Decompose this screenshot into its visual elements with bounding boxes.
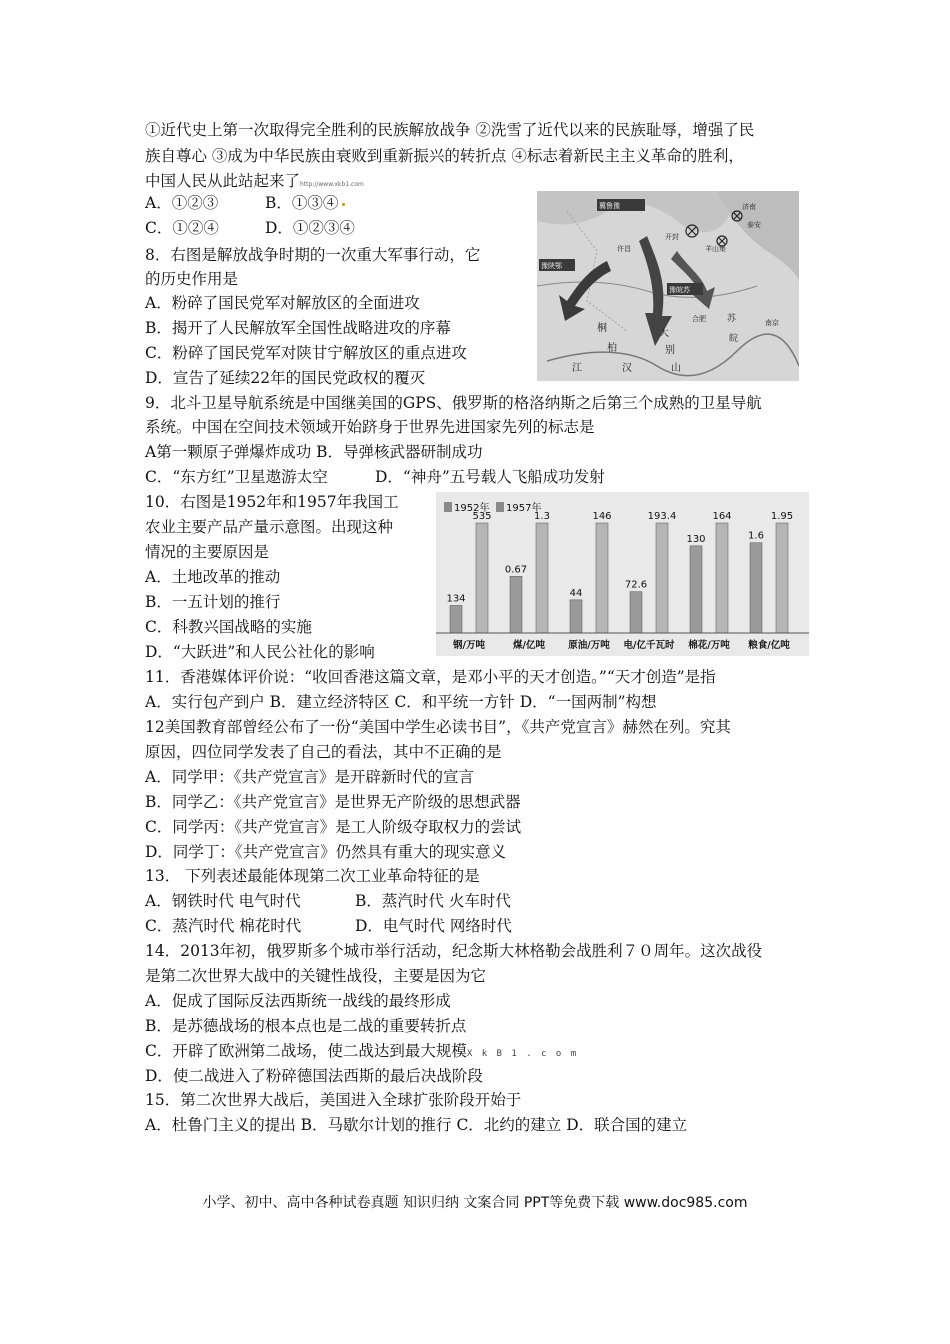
production-bar-chart xyxy=(436,492,809,656)
q9-option-d: D．“神舟”五号载人飞船成功发射 xyxy=(375,468,605,486)
q12-option-a: A．同学甲：《共产党宣言》是开辟新时代的宣言 xyxy=(145,768,474,786)
q10-stem-line2: 农业主要产品产量示意图。出现这种 xyxy=(145,518,394,536)
map-label: 别 xyxy=(665,345,675,356)
bar-value-label: 146 xyxy=(592,511,612,522)
map-label: 大 xyxy=(659,328,669,339)
map-label: 山 xyxy=(671,363,681,374)
bar-1957 xyxy=(776,523,788,633)
legend-label-1957: 1957年 xyxy=(506,503,542,514)
bar-value-label: 134 xyxy=(446,593,466,605)
q15-options: A．杜鲁门主义的提出 B．马歇尔计划的推行 C．北约的建立 D．联合国的建立 xyxy=(145,1116,688,1134)
map-label: 豫陕鄂 xyxy=(541,262,562,270)
q10-option-d: D．“大跃进”和人民公社化的影响 xyxy=(145,643,375,661)
bar-1952 xyxy=(510,576,522,633)
bar-1957 xyxy=(716,523,728,633)
q14-option-d: D．使二战进入了粉碎德国法西斯的最后决战阶段 xyxy=(145,1067,483,1085)
bar-value-label: 164 xyxy=(712,511,732,522)
q10-stem-line1: 10．右图是1952年和1957年我国工 xyxy=(145,493,399,511)
category-label: 原油/万吨 xyxy=(568,640,610,651)
bar-value-label: 72.6 xyxy=(624,579,648,591)
legend-swatch-1952 xyxy=(444,502,452,512)
q14-stem-line1: 14．2013年初，俄罗斯多个城市举行活动，纪念斯大林格勒会战胜利７０周年。这次战役 xyxy=(145,942,763,960)
map-label: 许昌 xyxy=(617,245,631,253)
q9-options-ab: A第一颗原子弹爆炸成功 B．导弹核武器研制成功 xyxy=(145,443,483,461)
q14-option-c: C．开辟了欧洲第二战场，使二战达到最大规模X k B 1 . c o m xyxy=(145,1042,579,1060)
bar-1957 xyxy=(536,523,548,633)
q14-stem-line2: 是第二次世界大战中的关键性战役，主要是因为它 xyxy=(145,967,487,985)
watermark-text: http://www.xkb1.com xyxy=(300,181,364,188)
category-label: 棉花/万吨 xyxy=(688,640,730,651)
bar-value-label: 44 xyxy=(569,587,583,599)
q7-option-d: D．①②③④ xyxy=(265,219,355,237)
q8-option-b: B．揭开了人民解放军全国性战略进攻的序幕 xyxy=(145,319,451,337)
q8-option-d: D．宣告了延续22年的国民党政权的覆灭 xyxy=(145,369,426,387)
bar-value-label: 1.3 xyxy=(534,511,550,522)
q11-stem: 11．香港媒体评价说：“收回香港这篇文章，是邓小平的天才创造。”“天才创造”是指 xyxy=(145,668,716,686)
map-label: 江 xyxy=(572,363,582,374)
q13-option-d: D．电气时代 网络时代 xyxy=(355,917,512,935)
q7-option-b: B．①③④ xyxy=(265,193,385,213)
q7-options xyxy=(145,193,385,213)
map-label: 羊山集 xyxy=(705,245,726,253)
bar-1952 xyxy=(630,592,642,633)
q11-options: A．实行包产到户 B．建立经济特区 C．和平统一方针 D．“一国两制”构想 xyxy=(145,693,657,711)
q12-option-c: C．同学丙：《共产党宣言》是工人阶级夺取权力的尝试 xyxy=(145,818,522,836)
legend-label-1952: 1952年 xyxy=(454,503,490,514)
military-campaign-map xyxy=(537,191,799,381)
q7-option-c: C．①②④ xyxy=(145,219,219,237)
bar-value-label: 130 xyxy=(686,533,706,545)
q15-stem: 15．第二次世界大战后，美国进入全球扩张阶段开始于 xyxy=(145,1091,522,1109)
stray-dot xyxy=(342,203,345,206)
bar-value-label: 535 xyxy=(472,511,492,522)
map-label: 南京 xyxy=(765,319,779,327)
q12-stem-line1: 12美国教育部曾经公布了一份“美国中学生必读书目”，《共产党宣言》赫然在列。究其 xyxy=(145,718,731,736)
category-label: 煤/亿吨 xyxy=(513,640,545,651)
q14-option-b: B．是苏德战场的根本点也是二战的重要转折点 xyxy=(145,1017,467,1035)
q13-stem: 13． 下列表述最能体现第二次工业革命特征的是 xyxy=(145,867,480,885)
bar-value-label: 1.95 xyxy=(770,511,794,522)
map-label: 冀鲁豫 xyxy=(599,202,620,210)
q7-stem-line1: ①近代史上第一次取得完全胜利的民族解放战争 ②洗雪了近代以来的民族耻辱，增强了民 xyxy=(145,121,755,139)
q10-option-b: B．一五计划的推行 xyxy=(145,593,281,611)
category-label: 钢/万吨 xyxy=(453,640,485,651)
bar-1957 xyxy=(596,523,608,633)
map-label: 桐 xyxy=(597,323,607,334)
map-label: 汉 xyxy=(622,363,632,374)
bar-1952 xyxy=(690,546,702,633)
watermark-text: X k B 1 . c o m xyxy=(466,1049,579,1059)
q13-option-b: B．蒸汽时代 火车时代 xyxy=(355,892,511,910)
bar-1952 xyxy=(570,600,582,633)
map-label: 皖 xyxy=(729,334,739,344)
map-label: 豫皖苏 xyxy=(669,286,690,294)
q9-options-cd xyxy=(145,467,605,487)
map-label: 开封 xyxy=(665,233,679,241)
bar-value-label: 0.67 xyxy=(504,564,528,576)
category-label: 电/亿千瓦时 xyxy=(623,640,675,651)
q9-option-c: C．“东方红”卫星遨游太空 xyxy=(145,468,328,486)
q7-option-a: A．①②③ xyxy=(145,194,219,212)
q12-stem-line2: 原因，四位同学发表了自己的看法，其中不正确的是 xyxy=(145,743,502,761)
bar-1957 xyxy=(656,523,668,633)
q10-option-c: C．科教兴国战略的实施 xyxy=(145,618,312,636)
bar-value-label: 193.4 xyxy=(647,511,677,522)
page-footer: 小学、初中、高中各种试卷真题 知识归纳 文案合同 PPT等免费下载 www.doc985.com xyxy=(202,1195,748,1211)
bar-1952 xyxy=(750,543,762,633)
q9-stem-line2: 系统。中国在空间技术领域开始跻身于世界先进国家先列的标志是 xyxy=(145,418,595,436)
q7-stem-line2: 族自尊心 ③成为中华民族由衰败到重新振兴的转折点 ④标志着新民主主义革命的胜利， xyxy=(145,147,744,165)
q13-options-ab xyxy=(145,891,511,911)
q13-option-a: A．钢铁时代 电气时代 xyxy=(145,892,301,910)
q8-option-c: C．粉碎了国民党军对陕甘宁解放区的重点进攻 xyxy=(145,344,467,362)
q8-stem-line2: 的历史作用是 xyxy=(145,270,239,288)
q7-options-2 xyxy=(145,218,355,238)
q14-option-a: A．促成了国际反法西斯统一战线的最终形成 xyxy=(145,992,451,1010)
q13-options-cd xyxy=(145,916,512,936)
bar-1952 xyxy=(450,605,462,633)
bar-1957 xyxy=(476,523,488,633)
map-label: 柏 xyxy=(607,343,617,354)
q8-stem-line1: 8．右图是解放战争时期的一次重大军事行动，它 xyxy=(145,246,481,264)
q8-option-a: A．粉碎了国民党军对解放区的全面进攻 xyxy=(145,294,420,312)
map-label: 苏 xyxy=(727,314,737,324)
legend-swatch-1957 xyxy=(496,502,504,512)
q9-stem-line1: 9．北斗卫星导航系统是中国继美国的GPS、俄罗斯的格洛纳斯之后第三个成熟的卫星导航 xyxy=(145,394,762,412)
q12-option-b: B．同学乙：《共产党宣言》是世界无产阶级的思想武器 xyxy=(145,793,521,811)
category-label: 粮食/亿吨 xyxy=(748,640,790,651)
map-label: 泰安 xyxy=(747,221,761,229)
map-label: 济南 xyxy=(742,203,756,211)
q10-option-a: A．土地改革的推动 xyxy=(145,568,281,586)
bar-value-label: 1.6 xyxy=(748,530,764,542)
q13-option-c: C．蒸汽时代 棉花时代 xyxy=(145,917,302,935)
q10-stem-line3: 情况的主要原因是 xyxy=(145,543,270,561)
q7-stem-line3: 中国人民从此站起来了http://www.xkb1.com xyxy=(145,172,364,190)
q12-option-d: D．同学丁：《共产党宣言》仍然具有重大的现实意义 xyxy=(145,843,507,861)
map-label: 合肥 xyxy=(692,315,706,323)
